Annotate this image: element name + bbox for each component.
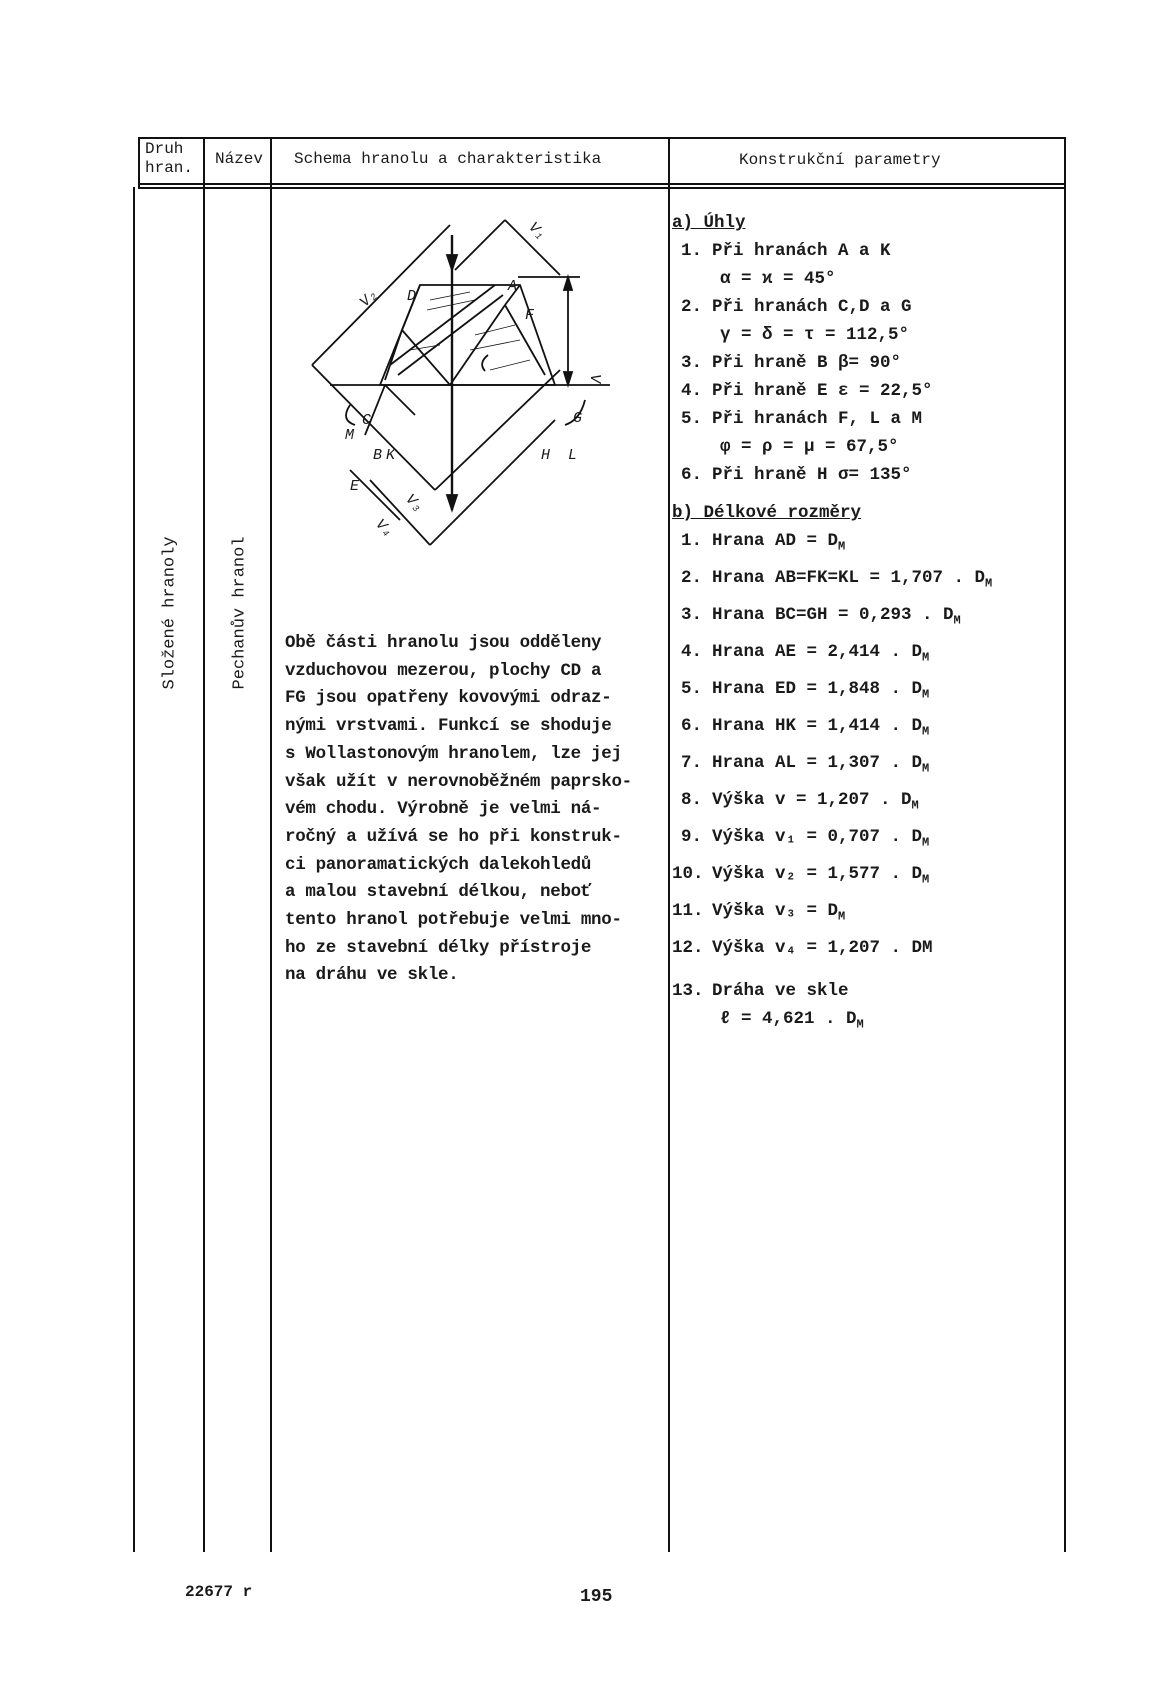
label-G: G [573, 410, 583, 427]
lengths-title: b) Délkové rozměry [672, 503, 862, 523]
length-item: 7. Hrana AL = 1,307 . $D_M$ [680, 753, 930, 776]
header-bottom-border [138, 183, 1066, 185]
label-v4: V₄ [371, 516, 397, 541]
row-name-label: Pechanův hranol [230, 536, 250, 690]
angle-item: 3. Při hraně B β= 90° [680, 353, 902, 373]
label-H: H [541, 447, 551, 464]
angles-title: a) Úhly [672, 213, 746, 233]
label-v3: V₃ [401, 491, 427, 516]
length-item: 11. Výška $v_3 = D_M$ [672, 901, 846, 924]
label-M: M [345, 427, 355, 444]
header-nazev: Název [215, 150, 264, 168]
col-border-4 [1064, 137, 1066, 1552]
col-border-0 [138, 137, 140, 189]
label-v: V [586, 373, 604, 384]
length-item: 10. Výška v₂ = 1,577 . $D_M$ [672, 864, 930, 887]
label-F: F [525, 307, 535, 324]
label-K: K [386, 447, 396, 464]
label-D: D [407, 288, 417, 305]
row-type-label: Složené hranoly [160, 536, 180, 690]
col-border-2 [270, 137, 272, 1552]
label-C: C [362, 412, 372, 429]
length-item: 3. Hrana BC=GH = 0,293 . $D_M$ [680, 605, 961, 628]
length-item: 12. Výška v₄ = 1,207 . DM [672, 938, 933, 958]
angle-item: 6. Při hraně H σ= 135° [680, 465, 912, 485]
label-A: A [508, 278, 518, 295]
label-v2: V₂ [356, 286, 382, 311]
angle-item: 5. Při hranách F, L a M [680, 409, 923, 429]
parameters-panel [672, 213, 1042, 1037]
length-item: 4. Hrana AE = 2,414 . $D_M$ [680, 642, 930, 665]
angle-formula: γ = δ = τ = 112,5° [720, 325, 910, 345]
header-druh: Druh hran. [145, 140, 194, 177]
length-item: 13. Dráha ve skle [672, 981, 849, 1001]
col-border-1 [203, 137, 205, 1552]
length-item: 5. Hrana ED = 1,848 . $D_M$ [680, 679, 930, 702]
col-border-0b [133, 187, 135, 1552]
length-item: 6. Hrana HK = 1,414 . $D_M$ [680, 716, 930, 739]
angle-item: 1. Při hranách A a K [680, 241, 891, 261]
angle-item: 4. Při hraně E ε = 22,5° [680, 381, 933, 401]
length-item: 2. Hrana AB=FK=KL = 1,707 . $D_M$ [680, 568, 993, 591]
header-parametry: Konstrukční parametry [739, 151, 941, 169]
length-item: 1. Hrana AD = $D_M$ [680, 531, 846, 554]
label-v1: V₁ [524, 219, 550, 244]
label-B: B [373, 447, 383, 464]
angle-item: 2. Při hranách C,D a G [680, 297, 912, 317]
table-top-border [138, 137, 1066, 139]
length-item: 8. Výška v = 1,207 . $D_M$ [680, 790, 919, 813]
header-schema: Schema hranolu a charakteristika [294, 150, 602, 168]
page-number: 195 [580, 1587, 613, 1607]
label-L: L [568, 447, 578, 464]
label-E: E [350, 478, 360, 495]
length-formula: ℓ = 4,621 . $D_M$ [720, 1009, 864, 1032]
header-bottom-border-2 [138, 187, 1066, 189]
angle-formula: φ = ρ = μ = 67,5° [720, 437, 899, 457]
footer-code: 22677 r [185, 1583, 253, 1601]
prism-description: Obě části hranolu jsou odděleny vzduchovou mezerou, plochy CD a FG jsou opatřeny kovovými odraz- nými vrstvami. Funkcí se shoduje s Wollastonovým hranolem, lze jej však užít v nerovnoběžném paprsko- vém chodu. Výrobně je velmi ná- ročný a užívá se ho při konstruk- ci panoramatických dalekohledů a malou stavební délkou, neboť tento hranol potřebuje velmi mno- ho ze stavební délky přístroje na dráhu ve skle. [285, 633, 632, 986]
length-item: 9. Výška v₁ = 0,707 . $D_M$ [680, 827, 930, 850]
angle-formula: α = ϰ = 45° [720, 269, 836, 289]
pechan-prism-diagram [290, 210, 665, 610]
